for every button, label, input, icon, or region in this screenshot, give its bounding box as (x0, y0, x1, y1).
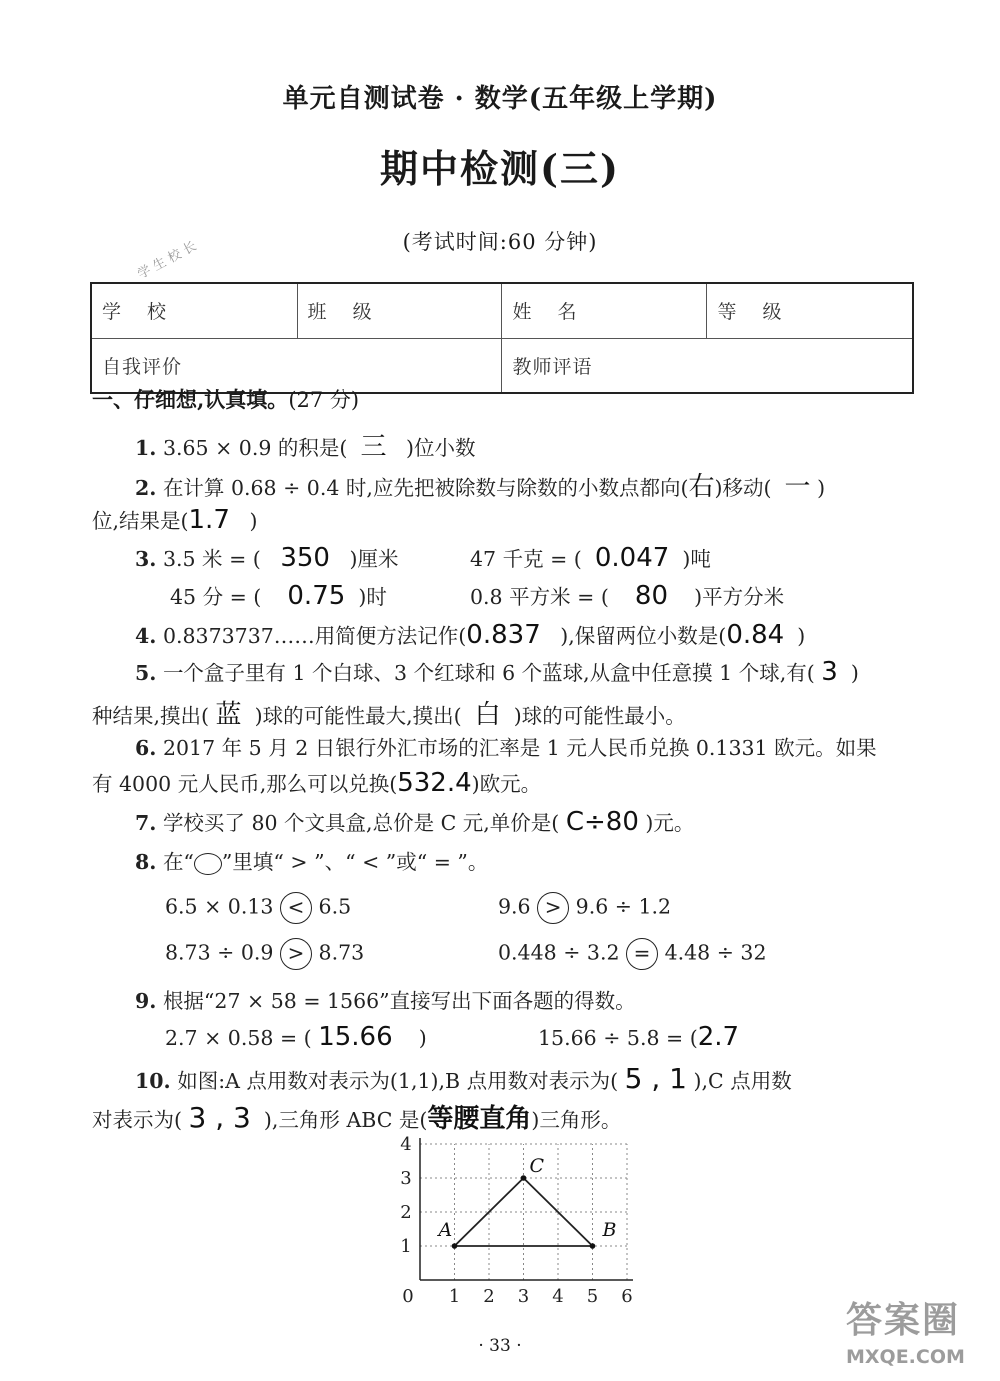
answer-q9-b: 2.7 (697, 1022, 740, 1052)
y-tick-label: 4 (400, 1134, 412, 1155)
student-info-table (90, 282, 914, 394)
coordinate-grid-chart (390, 1125, 650, 1315)
question-2-line2: 位,结果是(1.7 ) (92, 505, 258, 535)
class-label: 班 级 (297, 283, 502, 338)
answer-q8-4: = (626, 938, 658, 970)
x-tick-label: 1 (448, 1286, 461, 1307)
section-heading: 一、仔细想,认真填。(27 分) (92, 387, 360, 412)
answer-q3-c: 0.75 (287, 581, 346, 611)
compare-item-1: 6.5 × 0.13 < 6.5 (165, 892, 351, 924)
self-eval-label: 自我评价 (91, 338, 502, 393)
question-8: 8. 在“ ”里填“ > ”、“ < ”或“ = ”。 (135, 850, 489, 874)
x-tick-label: 2 (483, 1286, 495, 1307)
point-b (590, 1243, 596, 1249)
question-3-d: 0.8 平方米 = ( 80 )平方分米 (470, 581, 785, 611)
point-label-a: A (438, 1219, 453, 1241)
question-6-line2: 有 4000 元人民币,那么可以兑换(532.4)欧元。 (92, 768, 542, 798)
question-10-line1: 10. 如图:A 点用数对表示为(1,1),B 点用数对表示为( 5 , 1 ),C 点用数 (135, 1062, 792, 1095)
question-10-line2: 对表示为( 3 , 3 ),三角形 ABC 是(等腰直角)三角形。 (92, 1101, 622, 1134)
question-7: 7. 学校买了 80 个文具盒,总价是 C 元,单价是( C÷80 )元。 (135, 807, 695, 837)
answer-q2-places: 一 (784, 472, 811, 502)
question-5-line2: 种结果,摸出( 蓝 )球的可能性最大,摸出( 白 )球的可能性最小。 (92, 700, 686, 730)
name-label: 姓 名 (502, 283, 707, 338)
y-tick-label: 2 (400, 1202, 412, 1223)
series-title: 单元自测试卷 · 数学(五年级上学期) (282, 84, 718, 114)
x-tick-label: 6 (621, 1286, 633, 1307)
answer-q10-c: 3 , 3 (188, 1101, 251, 1134)
answer-q1: 三 (360, 432, 387, 462)
answer-q6: 532.4 (397, 768, 472, 798)
faded-stamp: 学 生 校 长 (135, 238, 200, 283)
answer-q3-d: 80 (634, 581, 668, 611)
answer-q7: C÷80 (565, 807, 639, 837)
answer-q8-1: < (280, 892, 312, 924)
answer-q5-most: 蓝 (215, 700, 242, 730)
answer-q4-rounded: 0.84 (726, 620, 785, 650)
axes (420, 1138, 633, 1280)
x-tick-label: 4 (552, 1286, 564, 1307)
x-tick-label: 3 (517, 1286, 530, 1307)
section-points: (27 分) (288, 388, 360, 412)
watermark-logo: 答案圈 (846, 1300, 961, 1341)
y-tick-label: 3 (400, 1168, 412, 1189)
question-3-c: 45 分 = ( 0.75 )时 (170, 581, 387, 611)
answer-q10-b: 5 , 1 (624, 1062, 687, 1095)
blank-circle-icon (194, 853, 222, 875)
exam-title: 期中检测(三) (380, 146, 620, 191)
page-number: · 33 · (478, 1336, 522, 1356)
x-tick-label: 0 (402, 1286, 414, 1307)
school-label: 学 校 (91, 283, 297, 338)
x-tick-label: 5 (586, 1286, 599, 1307)
question-5-line1: 5. 一个盒子里有 1 个白球、3 个红球和 6 个蓝球,从盒中任意摸 1 个球,有( 3 ) (135, 657, 859, 687)
answer-q5-outcomes: 3 (821, 657, 838, 687)
grade-label: 等 级 (707, 283, 913, 338)
exam-time: (考试时间:60 分钟) (402, 230, 598, 254)
grid-lines (420, 1144, 627, 1280)
answer-q3-a: 350 (280, 543, 330, 573)
question-2-line1: 2. 在计算 0.68 ÷ 0.4 时,应先把被除数与除数的小数点都向(右)移动( 一 ) (135, 472, 826, 502)
question-1: 1. 3.65 × 0.9 的积是( 三 )位小数 (135, 432, 476, 462)
compare-item-4: 0.448 ÷ 3.2 = 4.48 ÷ 32 (498, 938, 767, 970)
question-3-a: 3. 3.5 米 = ( 350 )厘米 (135, 543, 399, 573)
question-4: 4. 0.8373737……用简便方法记作(0.837 ),保留两位小数是(0.84 ) (135, 620, 806, 650)
watermark-url: MXQE.COM (846, 1346, 965, 1368)
teacher-comment-label: 教师评语 (502, 338, 913, 393)
question-9: 9. 根据“27 × 58 = 1566”直接写出下面各题的得数。 (135, 989, 636, 1013)
answer-q2-result: 1.7 (188, 505, 230, 535)
point-a (452, 1243, 458, 1249)
point-c (521, 1175, 527, 1181)
y-tick-label: 1 (400, 1236, 412, 1257)
answer-q9-a: 15.66 (318, 1022, 393, 1052)
points-layer (437, 1155, 617, 1249)
question-3-b: 47 千克 = ( 0.047 )吨 (470, 543, 711, 573)
tick-labels (400, 1134, 632, 1307)
answer-q4-notation: 0.837 (466, 620, 541, 650)
answer-q5-least: 白 (474, 700, 501, 730)
answer-q8-3: > (280, 938, 312, 970)
point-label-c: C (529, 1155, 545, 1177)
answer-q2-direction: 右 (688, 472, 715, 502)
answer-q3-b: 0.047 (594, 543, 670, 573)
compare-item-3: 8.73 ÷ 0.9 > 8.73 (165, 938, 364, 970)
answer-q10-triangle: 等腰直角 (427, 1104, 532, 1134)
question-9-b: 15.66 ÷ 5.8 = (2.7 (538, 1022, 740, 1052)
question-9-a: 2.7 × 0.58 = ( 15.66 ) (165, 1022, 427, 1052)
question-6-line1: 6. 2017 年 5 月 2 日银行外汇市场的汇率是 1 元人民币兑换 0.1331 欧元。如果 (135, 736, 877, 760)
answer-q8-2: > (537, 892, 569, 924)
point-label-b: B (602, 1219, 617, 1241)
compare-item-2: 9.6 > 9.6 ÷ 1.2 (498, 892, 671, 924)
